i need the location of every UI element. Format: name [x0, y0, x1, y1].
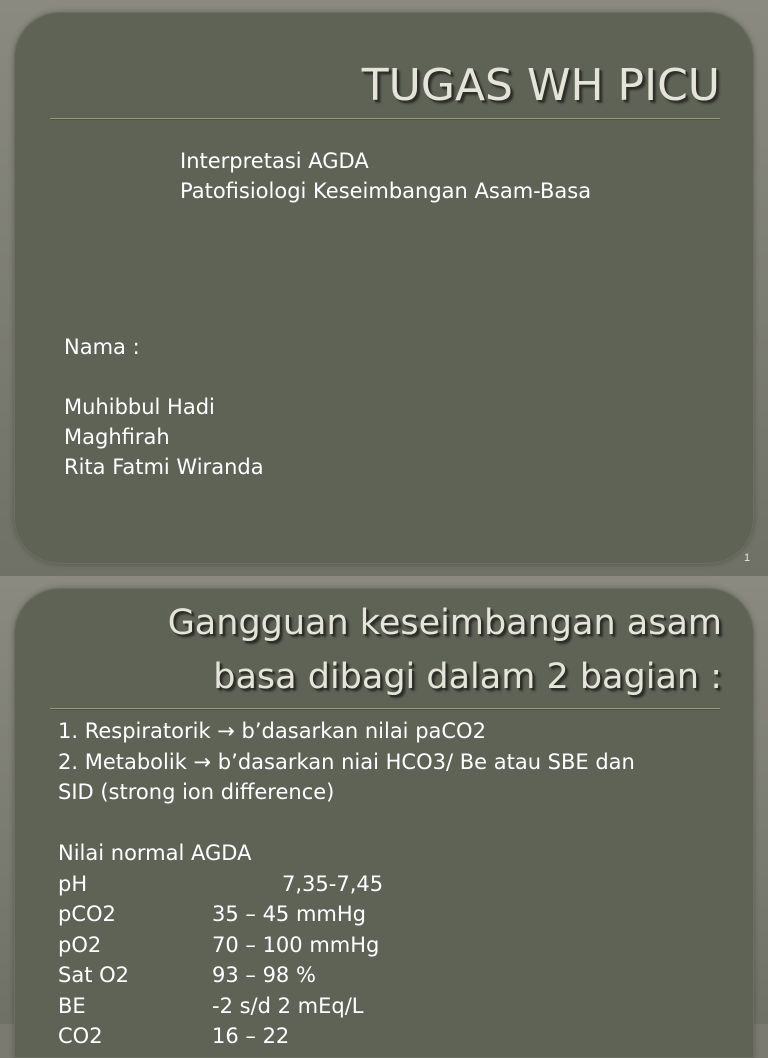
parameter-value: 93 – 98 %	[212, 963, 316, 987]
normal-values-heading: Nilai normal AGDA	[58, 841, 252, 865]
normal-value-row	[58, 1021, 748, 1052]
normal-value-row	[58, 960, 748, 991]
slide-2-frame	[0, 576, 768, 1048]
bullet-respiratory: 1. Respiratorik → b’dasarkan nilai paCO2	[58, 719, 486, 743]
normal-value-row	[58, 991, 748, 1022]
author-name: Maghfirah	[64, 425, 170, 449]
parameter-value: -2 s/d 2 mEq/L	[212, 993, 364, 1018]
slide-2-title-line-2: basa dibagi dalam 2 bagian :	[213, 657, 722, 697]
parameter-name: pH	[58, 871, 88, 896]
parameter-name: pO2	[58, 932, 102, 957]
names-label: Nama :	[64, 335, 140, 359]
slide-1	[14, 12, 754, 564]
normal-value-row	[58, 899, 748, 930]
parameter-value: 35 – 45 mmHg	[212, 902, 367, 926]
parameter-value: 16 – 22	[212, 1024, 290, 1048]
bullet-metabolic-line-1: 2. Metabolik → b’dasarkan niai HCO3/ Be atau SBE dan	[58, 749, 635, 774]
blank-line	[58, 808, 748, 839]
subtitle-line-1: Interpretasi AGDA	[180, 149, 369, 173]
author-name: Muhibbul Hadi	[64, 395, 215, 419]
parameter-name: pCO2	[58, 902, 116, 926]
title-divider	[50, 118, 720, 120]
normal-value-row	[58, 930, 748, 961]
slide-number: 1	[744, 552, 751, 564]
slide-1-title: TUGAS WH PICU	[361, 60, 720, 111]
parameter-name: CO2	[58, 1024, 103, 1048]
slide-2-title-line-1: Gangguan keseimbangan asam	[167, 603, 722, 643]
bullet-metabolic-line-2: SID (strong ion difference)	[58, 780, 335, 804]
slide-2-body	[58, 716, 748, 1052]
parameter-name: BE	[58, 993, 86, 1018]
normal-value-row	[58, 869, 748, 900]
slide-2	[14, 588, 754, 1058]
parameter-value: 7,35-7,45	[282, 871, 384, 896]
slide-2-title	[42, 596, 722, 704]
subtitle-line-2: Patofisiologi Keseimbangan Asam-Basa	[180, 179, 592, 203]
title-divider	[50, 708, 720, 710]
parameter-name: Sat O2	[58, 963, 129, 987]
author-name: Rita Fatmi Wiranda	[64, 455, 264, 479]
parameter-value: 70 – 100 mmHg	[212, 932, 380, 957]
